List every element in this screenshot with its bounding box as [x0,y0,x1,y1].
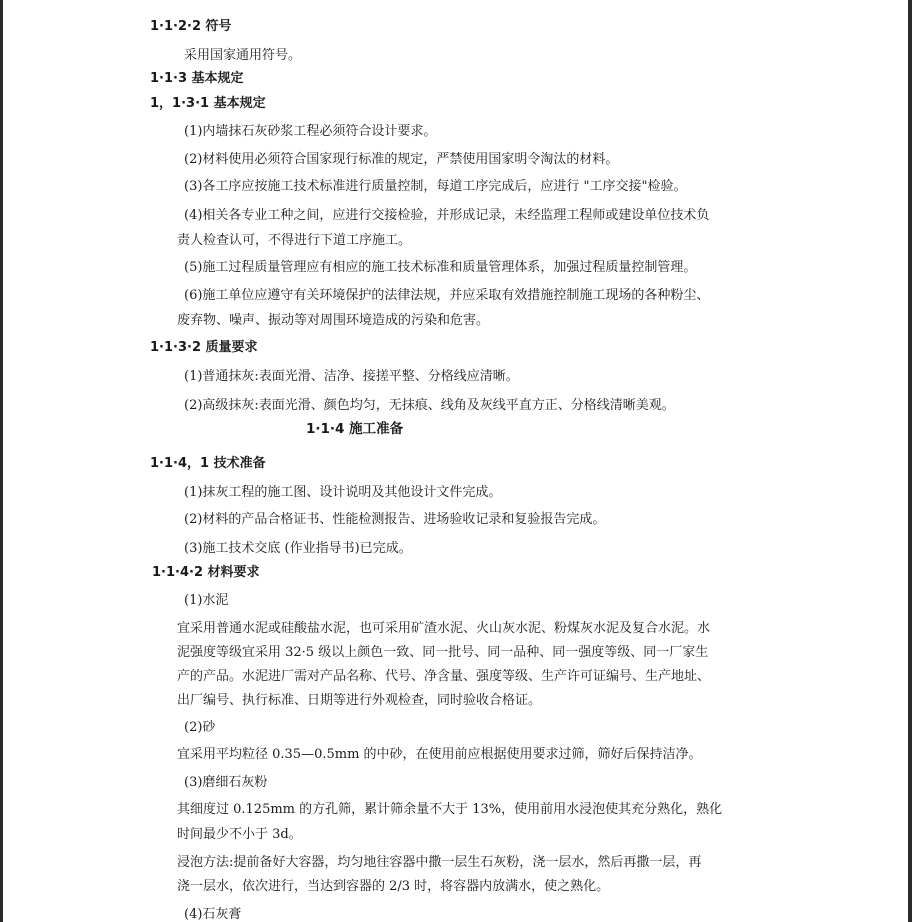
paragraph-line: (2)砂 [184,720,216,735]
paragraph-line: (1)内墙抹石灰砂浆工程必须符合设计要求。 [184,124,437,139]
section-heading-1-1-2-2: 1·1·2·2 符号 [150,19,232,34]
paragraph-line: (2)材料使用必须符合国家现行标准的规定，严禁使用国家明令淘汰的材料。 [184,152,619,167]
paragraph-line: 出厂编号、执行标准、日期等进行外观检查，同时验收合格证。 [177,693,542,708]
paragraph-line: (6)施工单位应遵守有关环境保护的法律法规，并应采取有效措施控制施工现场的各种粉尘、 [184,288,710,303]
paragraph-line: 泥强度等级宜采用 32·5 级以上颜色一致、同一批号、同一品种、同一强度等级、同一厂家生 [177,645,709,660]
paragraph-line: (1)水泥 [184,593,229,608]
paragraph-line: (2)材料的产品合格证书、性能检测报告、进场验收记录和复验报告完成。 [184,512,606,527]
paragraph-line: (5)施工过程质量管理应有相应的施工技术标准和质量管理体系，加强过程质量控制管理。 [184,260,697,275]
paragraph-line: 浸泡方法:提前备好大容器，均匀地往容器中撒一层生石灰粉，浇一层水，然后再撒一层，再 [177,855,702,870]
paragraph-line: 宜采用平均粒径 0.35—0.5mm 的中砂，在使用前应根据使用要求过筛，筛好后保持洁净。 [177,747,702,762]
paragraph-line: 产的产品。水泥进厂需对产品名称、代号、净含量、强度等级、生产许可证编号、生产地址、 [177,669,711,684]
paragraph-line: (3)各工序应按施工技术标准进行质量控制，每道工序完成后，应进行 "工序交接"检验。 [184,179,687,194]
paragraph-line: 废弃物、噪声、振动等对周围环境造成的污染和危害。 [177,313,490,328]
section-heading-1-1-3-2: 1·1·3·2 质量要求 [150,340,258,355]
paragraph-line: 其细度过 0.125mm 的方孔筛，累计筛余量不大于 13%，使用前用水浸泡使其充分熟化，熟化 [177,802,723,817]
section-heading-1-1-3: 1·1·3 基本规定 [150,71,244,86]
paragraph-line: 采用国家通用符号。 [184,48,302,63]
paragraph-line: (3)施工技术交底 (作业指导书)已完成。 [184,541,412,556]
paragraph-line: (1)抹灰工程的施工图、设计说明及其他设计文件完成。 [184,485,502,500]
paragraph-line: (4)石灰膏 [184,907,242,922]
section-heading-1-1-4-2: 1·1·4·2 材料要求 [152,565,260,580]
paragraph-line: (1)普通抹灰:表面光滑、洁净、接搓平整、分格线应清晰。 [184,369,519,384]
section-heading-1-1-3-1: 1，1·3·1 基本规定 [150,96,266,111]
paragraph-line: 责人检查认可，不得进行下道工序施工。 [177,233,412,248]
paragraph-line: (4)相关各专业工种之间，应进行交接检验，并形成记录，未经监理工程师或建设单位技术负 [184,208,710,223]
section-heading-1-1-4: 1·1·4 施工准备 [306,421,404,437]
paragraph-line: 浇一层水，依次进行，当达到容器的 2/3 时，将容器内放满水，使之熟化。 [177,879,610,894]
paragraph-line: (2)高级抹灰:表面光滑、颜色均匀，无抹痕、线角及灰线平直方正、分格线清晰美观。 [184,398,675,413]
paragraph-line: 时间最少不小于 3d。 [177,827,302,842]
paragraph-line: 宜采用普通水泥或硅酸盐水泥，也可采用矿渣水泥、火山灰水泥、粉煤灰水泥及复合水泥。水 [177,621,711,636]
section-heading-1-1-4-1: 1·1·4，1 技术准备 [150,456,266,471]
paragraph-line: (3)磨细石灰粉 [184,775,268,790]
